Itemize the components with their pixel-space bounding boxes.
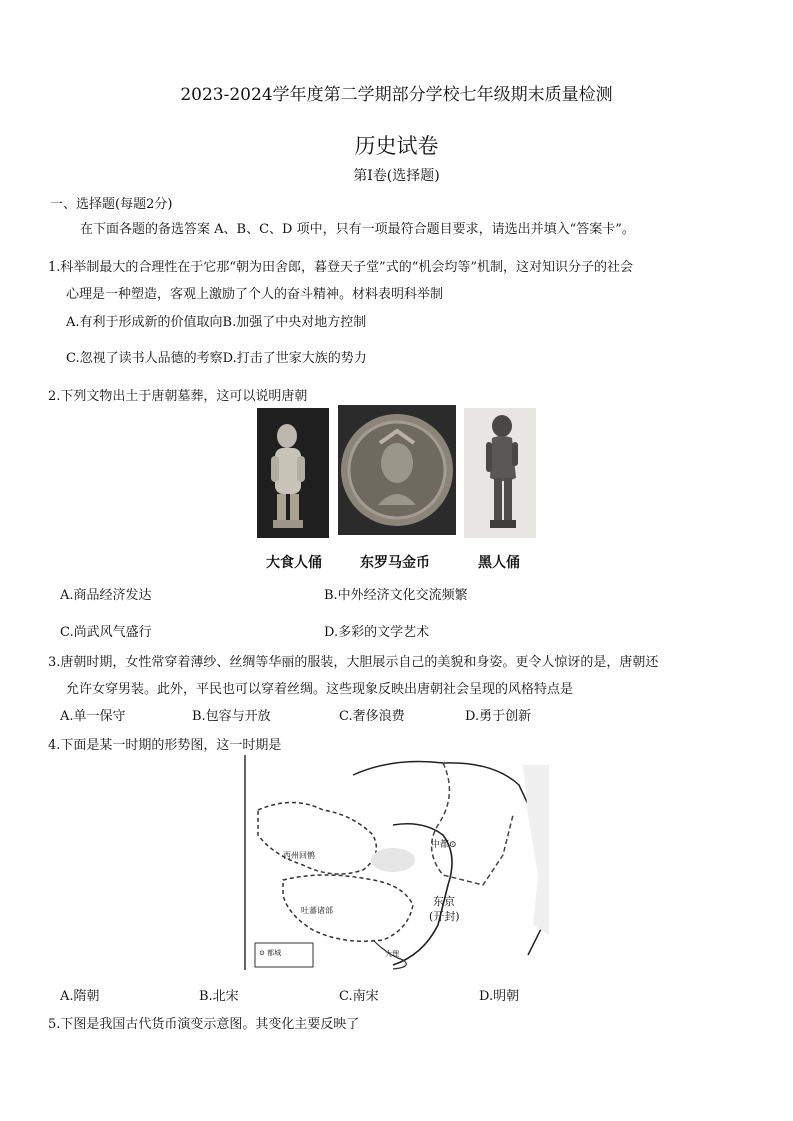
q2-stem: 2.下列文物出土于唐朝墓葬，这可以说明唐朝 (48, 389, 308, 404)
map-label-kaifeng: 东京 (433, 895, 455, 908)
q3-option-c: C.奢侈浪费 (339, 709, 405, 724)
q1-stem-line1: 1.科举制最大的合理性在于它那“朝为田舍郎，暮登天子堂”式的“机会均等”机制，这对知识分子的社会 (48, 260, 633, 275)
historical-map (243, 755, 549, 970)
black-figurine-illustration (464, 408, 536, 538)
artifact-photo-byzantine-coin (338, 405, 456, 535)
subject-title: 历史试卷 (354, 134, 439, 158)
q1-option-ab: A.有利于形成新的价值取向B.加强了中央对地方控制 (66, 315, 367, 330)
q2-option-b: B.中外经济文化交流频繁 (324, 588, 468, 603)
q3-stem-line2: 允许女穿男装。此外，平民也可以穿着丝绸。这些现象反映出唐朝社会呈现的风格特点是 (66, 682, 574, 697)
coin-illustration (338, 405, 456, 535)
q1-stem-line2: 心理是一种塑造，客观上激励了个人的奋斗精神。材料表明科举制 (66, 287, 444, 302)
caption-byzantine-coin: 东罗马金币 (360, 555, 430, 571)
caption-black-figurine: 黑人俑 (478, 555, 520, 571)
q4-option-d: D.明朝 (479, 989, 520, 1004)
map-label-kaifeng-paren: (开封) (429, 910, 460, 923)
q2-option-c: C.尚武风气盛行 (60, 625, 152, 640)
map-label-west: 西州回鹘 (283, 851, 315, 860)
q3-option-b: B.包容与开放 (192, 709, 271, 724)
q3-stem-line1: 3.唐朝时期，女性常穿着薄纱、丝绸等华丽的服装，大胆展示自己的美貌和身姿。更令人惊讶的是，唐朝还 (48, 655, 659, 670)
q3-option-d: D.勇于创新 (465, 709, 532, 724)
exam-title: 2023-2024学年度第二学期部分学校七年级期末质量检测 (180, 85, 613, 105)
map-label-zhongdu: 中都⊙ (431, 840, 457, 850)
q3-option-a: A.单一保守 (60, 709, 126, 724)
map-outline (243, 755, 549, 970)
section-title: 一、选择题(每题2分) (50, 197, 173, 212)
figurine-illustration (257, 408, 329, 538)
q4-option-c: C.南宋 (339, 989, 379, 1004)
q5-stem: 5.下图是我国古代货币演变示意图。其变化主要反映了 (48, 1017, 360, 1032)
q4-stem: 4.下面是某一时期的形势图，这一时期是 (48, 738, 282, 753)
q2-option-a: A.商品经济发达 (60, 588, 152, 603)
artifact-photo-arab-figurine (257, 408, 329, 538)
caption-arab-figurine: 大食人俑 (266, 555, 322, 571)
map-label-dali: 大理 (385, 950, 399, 958)
q1-option-cd: C.忽视了读书人品德的考察D.打击了世家大族的势力 (66, 351, 367, 366)
map-legend: ⊙ 都城 (259, 949, 282, 957)
section-instruction: 在下面各题的备选答案 A、B、C、D 项中，只有一项最符合题目要求，请选出并填入“答案卡”。 (80, 222, 635, 237)
map-label-tibet: 吐蕃诸部 (301, 906, 333, 915)
q4-option-a: A.隋朝 (60, 989, 100, 1004)
artifact-photo-black-figurine (464, 408, 536, 538)
volume-title: 第Ⅰ卷(选择题) (353, 168, 440, 184)
q2-option-d: D.多彩的文学艺术 (324, 625, 430, 640)
q4-option-b: B.北宋 (199, 989, 239, 1004)
